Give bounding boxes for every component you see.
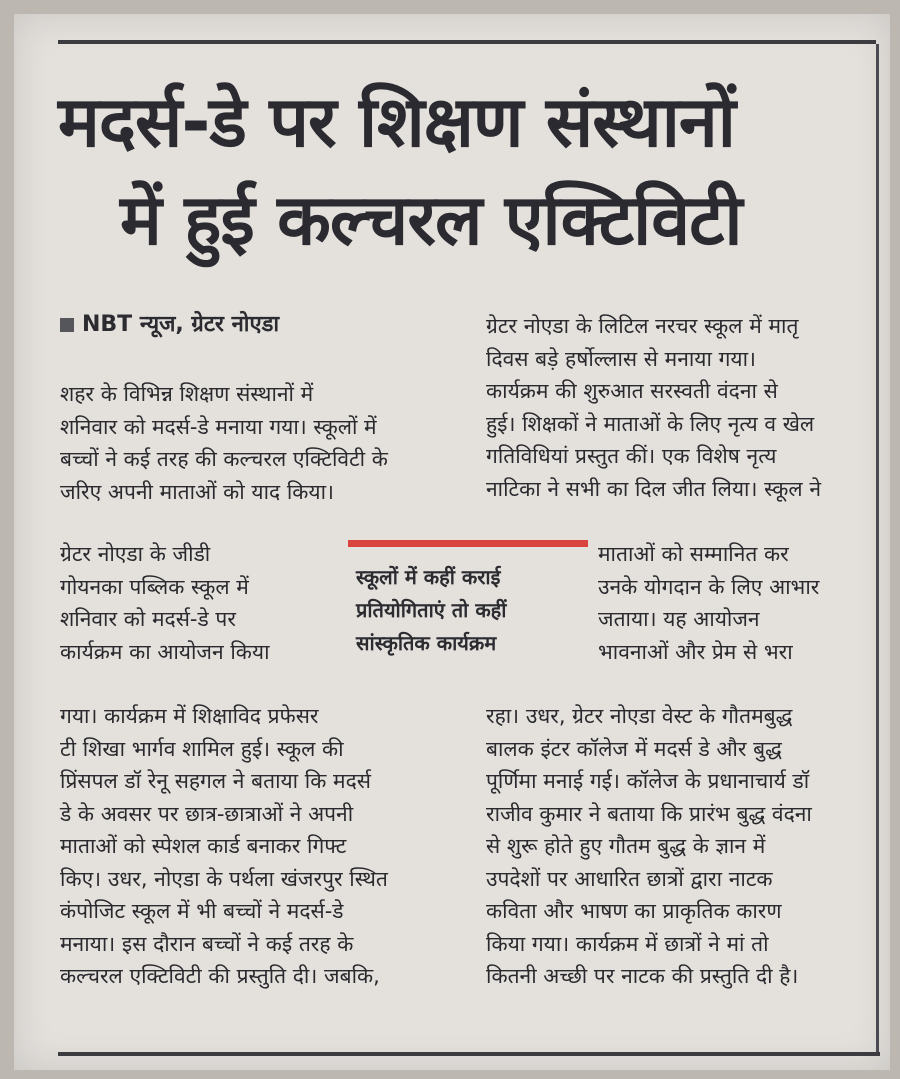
headline-line-2: में हुई कल्चरल एक्टिविटी (120, 179, 742, 261)
column-1-paragraph-3: गया। कार्यक्रम में शिक्षाविद प्रफेसर टी शिखा भार्गव शामिल हुई। स्कूल की प्रिंसपल डॉ रेनू सहगल ने बताया कि मदर्स डे के अवसर पर छात्र-छात्राओं ने अपनी माताओं को स्पेशल कार्ड बनाकर गिफ्ट किए। उधर, नोएडा के पर्थला खंजरपुर स्थित कंपोजिट स्कूल में भी बच्चों ने मदर्स-डे मनाया। इस दौरान बच्चों ने कई तरह के कल्चरल एक्टिविटी की प्रस्तुति दी। जबकि, (60, 704, 388, 988)
bottom-rule (58, 1052, 880, 1056)
pull-quote (348, 540, 588, 670)
top-rule (58, 40, 876, 44)
column-1-paragraph-1: शहर के विभिन्न शिक्षण संस्थानों में शनिवार को मदर्स-डे मनाया गया। स्कूलों में बच्चों ने कई तरह की कल्चरल एक्टिविटी के जरिए अपनी माताओं को याद किया। (60, 382, 388, 504)
byline (60, 308, 279, 338)
column-2-paragraph-3: रहा। उधर, ग्रेटर नोएडा वेस्ट के गौतमबुद्ध बालक इंटर कॉलेज में मदर्स डे और बुद्ध पूर्णिमा मनाई गई। कॉलेज के प्रधानाचार्य डॉ राजीव कुमार ने बताया कि प्रारंभ बुद्ध वंदना से शुरू होते हुए गौतम बुद्ध के ज्ञान में उपदेशों पर आधारित छात्रों द्वारा नाटक कविता और भाषण का प्राकृतिक कारण किया गया। कार्यक्रम में छात्रों ने मां तो कितनी अच्छी पर नाटक की प्रस्तुति दी है। (486, 704, 812, 988)
bullet-square-icon (60, 318, 74, 332)
byline-text: NBT न्यूज, ग्रेटर नोएडा (82, 312, 280, 337)
pull-quote-text: स्कूलों में कहीं कराई प्रतियोगिताएं तो कहीं सांस्कृतिक कार्यक्रम (356, 565, 507, 655)
column-1-paragraph-2: ग्रेटर नोएडा के जीडी गोयनका पब्लिक स्कूल में शनिवार को मदर्स-डे पर कार्यक्रम का आयोजन किया (60, 542, 270, 664)
headline-line-1: मदर्स-डे पर शिक्षण संस्थानों (58, 81, 735, 163)
column-2-paragraph-2: माताओं को सम्मानित कर उनके योगदान के लिए आभार जताया। यह आयोजन भावनाओं और प्रेम से भरा (598, 542, 820, 664)
column-2-paragraph-1: ग्रेटर नोएडा के लिटिल नरचर स्कूल में मातृ दिवस बड़े हर्षोल्लास से मनाया गया। कार्यक्रम की शुरुआत सरस्वती वंदना से हुई। शिक्षकों ने माताओं के लिए नृत्य व खेल गतिविधियां प्रस्तुत कीं। एक विशेष नृत्य नाटिका ने सभी का दिल जीत लिया। स्कूल ने (486, 314, 821, 501)
pull-quote-bar (348, 540, 588, 547)
